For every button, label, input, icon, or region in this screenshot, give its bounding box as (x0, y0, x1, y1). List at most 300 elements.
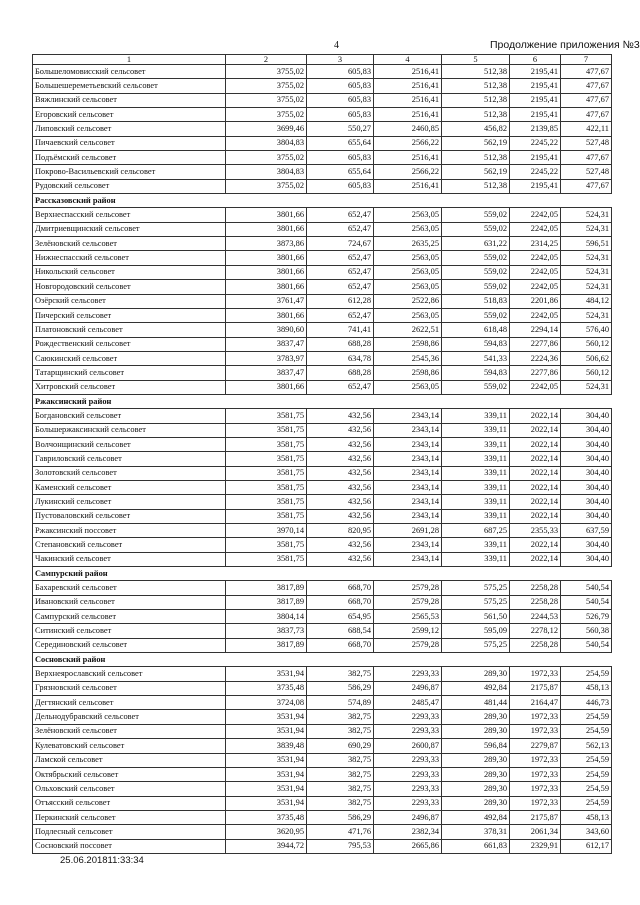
settlement-name: Дегтянский сельсовет (33, 696, 226, 710)
settlement-name: Ольховский сельсовет (33, 782, 226, 796)
value-cell: 559,02 (442, 222, 510, 236)
value-cell: 432,56 (307, 495, 374, 509)
value-cell: 3755,02 (226, 65, 307, 79)
value-cell: 3801,66 (226, 251, 307, 265)
value-cell: 2343,14 (374, 452, 442, 466)
value-cell: 2279,87 (510, 739, 561, 753)
settlement-name: Платоновский сельсовет (33, 323, 226, 337)
value-cell: 2516,41 (374, 151, 442, 165)
value-cell: 2195,41 (510, 65, 561, 79)
value-cell: 524,31 (561, 222, 612, 236)
value-cell: 2195,41 (510, 151, 561, 165)
value-cell: 492,84 (442, 681, 510, 695)
table-row (33, 724, 612, 738)
value-cell: 634,78 (307, 351, 374, 365)
value-cell: 2496,87 (374, 681, 442, 695)
value-cell: 512,38 (442, 79, 510, 93)
settlement-name: Степановский сельсовет (33, 538, 226, 552)
value-cell: 2277,86 (510, 337, 561, 351)
value-cell: 3581,75 (226, 437, 307, 451)
value-cell: 382,75 (307, 667, 374, 681)
value-cell: 820,95 (307, 524, 374, 538)
table-row (33, 337, 612, 351)
value-cell: 595,09 (442, 624, 510, 638)
value-cell: 254,59 (561, 667, 612, 681)
table-row (33, 753, 612, 767)
table-row (33, 280, 612, 294)
value-cell: 382,75 (307, 710, 374, 724)
column-number-header: 3 (307, 55, 374, 65)
value-cell: 289,30 (442, 796, 510, 810)
value-cell: 304,40 (561, 452, 612, 466)
value-cell: 687,25 (442, 524, 510, 538)
value-cell: 304,40 (561, 480, 612, 494)
value-cell: 618,48 (442, 323, 510, 337)
value-cell: 2600,87 (374, 739, 442, 753)
value-cell: 2139,85 (510, 122, 561, 136)
value-cell: 668,70 (307, 638, 374, 652)
value-cell: 2195,41 (510, 93, 561, 107)
settlement-name: Дмитриевщинский сельсовет (33, 222, 226, 236)
value-cell: 378,31 (442, 825, 510, 839)
value-cell: 2061,34 (510, 825, 561, 839)
value-cell: 3531,94 (226, 710, 307, 724)
value-cell: 3735,48 (226, 681, 307, 695)
table-row (33, 595, 612, 609)
value-cell: 654,95 (307, 610, 374, 624)
column-number-header: 4 (374, 55, 442, 65)
value-cell: 506,62 (561, 351, 612, 365)
value-cell: 2242,05 (510, 308, 561, 322)
table-row (33, 796, 612, 810)
settlement-name: Новгородовский сельсовет (33, 280, 226, 294)
column-number-row (33, 55, 612, 65)
value-cell: 2022,14 (510, 452, 561, 466)
value-cell: 477,67 (561, 179, 612, 193)
table-row (33, 108, 612, 122)
table-row (33, 93, 612, 107)
value-cell: 3581,75 (226, 466, 307, 480)
table-row (33, 782, 612, 796)
table-row (33, 681, 612, 695)
value-cell: 3531,94 (226, 796, 307, 810)
table-row (33, 294, 612, 308)
value-cell: 2258,28 (510, 581, 561, 595)
value-cell: 3970,14 (226, 524, 307, 538)
value-cell: 2195,41 (510, 79, 561, 93)
district-name: Рассказовский район (33, 194, 226, 208)
value-cell: 576,40 (561, 323, 612, 337)
continuation-title: Продолжение приложения №3 (490, 39, 640, 51)
value-cell: 688,28 (307, 337, 374, 351)
settlement-name: Перкинский сельсовет (33, 810, 226, 824)
value-cell: 2195,41 (510, 108, 561, 122)
settlement-name: Чакинский сельсовет (33, 552, 226, 566)
table-row (33, 552, 612, 566)
value-cell: 605,83 (307, 108, 374, 122)
value-cell: 2545,36 (374, 351, 442, 365)
value-cell: 3755,02 (226, 93, 307, 107)
table-row (33, 409, 612, 423)
settlement-name: Подлесный сельсовет (33, 825, 226, 839)
value-cell: 2022,14 (510, 509, 561, 523)
value-cell: 524,31 (561, 208, 612, 222)
value-cell: 2258,28 (510, 595, 561, 609)
settlement-name: Грязновский сельсовет (33, 681, 226, 695)
table-row (33, 825, 612, 839)
table-row (33, 237, 612, 251)
settlement-name: Лукинский сельсовет (33, 495, 226, 509)
settlement-name: Верхнеспасский сельсовет (33, 208, 226, 222)
value-cell: 2329,91 (510, 839, 561, 853)
value-cell: 289,30 (442, 782, 510, 796)
value-cell: 2293,33 (374, 724, 442, 738)
table-row (33, 351, 612, 365)
settlement-name: Татарщинский сельсовет (33, 366, 226, 380)
value-cell: 688,54 (307, 624, 374, 638)
value-cell: 3755,02 (226, 179, 307, 193)
value-cell: 3801,66 (226, 222, 307, 236)
table-row (33, 165, 612, 179)
value-cell: 2242,05 (510, 222, 561, 236)
table-row (33, 610, 612, 624)
value-cell: 1972,33 (510, 767, 561, 781)
value-cell: 652,47 (307, 251, 374, 265)
value-cell: 2622,51 (374, 323, 442, 337)
value-cell: 2314,25 (510, 237, 561, 251)
value-cell: 477,67 (561, 108, 612, 122)
value-cell: 574,89 (307, 696, 374, 710)
value-cell: 477,67 (561, 79, 612, 93)
district-name: Сампурский район (33, 567, 226, 581)
value-cell: 652,47 (307, 308, 374, 322)
value-cell: 3581,75 (226, 509, 307, 523)
settlement-name: Рудовский сельсовет (33, 179, 226, 193)
column-number-header: 7 (561, 55, 612, 65)
settlement-name: Отъясский сельсовет (33, 796, 226, 810)
value-cell: 560,38 (561, 624, 612, 638)
value-cell: 432,56 (307, 437, 374, 451)
value-cell: 3801,66 (226, 208, 307, 222)
value-cell: 668,70 (307, 581, 374, 595)
value-cell: 3761,47 (226, 294, 307, 308)
value-cell: 575,25 (442, 638, 510, 652)
district-row-filler (226, 653, 612, 667)
table-body (33, 65, 612, 854)
value-cell: 550,27 (307, 122, 374, 136)
value-cell: 3531,94 (226, 724, 307, 738)
value-cell: 668,70 (307, 595, 374, 609)
district-row-filler (226, 567, 612, 581)
settlement-name: Покрово-Васильевский сельсовет (33, 165, 226, 179)
value-cell: 254,59 (561, 767, 612, 781)
settlement-name: Октябрьский сельсовет (33, 767, 226, 781)
value-cell: 289,30 (442, 710, 510, 724)
value-cell: 432,56 (307, 552, 374, 566)
value-cell: 2516,41 (374, 79, 442, 93)
value-cell: 2175,87 (510, 810, 561, 824)
value-cell: 432,56 (307, 466, 374, 480)
value-cell: 3804,83 (226, 165, 307, 179)
value-cell: 3581,75 (226, 480, 307, 494)
value-cell: 2563,05 (374, 265, 442, 279)
table-row (33, 452, 612, 466)
table-row (33, 524, 612, 538)
value-cell: 2293,33 (374, 767, 442, 781)
value-cell: 2343,14 (374, 423, 442, 437)
value-cell: 339,11 (442, 538, 510, 552)
value-cell: 2343,14 (374, 480, 442, 494)
settlement-name: Пичерский сельсовет (33, 308, 226, 322)
settlement-name: Богдановский сельсовет (33, 409, 226, 423)
value-cell: 382,75 (307, 782, 374, 796)
table-row (33, 480, 612, 494)
value-cell: 2242,05 (510, 280, 561, 294)
print-timestamp: 25.06.201811:33:34 (60, 855, 144, 866)
value-cell: 2566,22 (374, 136, 442, 150)
value-cell: 3837,47 (226, 366, 307, 380)
value-cell: 1972,33 (510, 667, 561, 681)
value-cell: 2022,14 (510, 480, 561, 494)
value-cell: 2343,14 (374, 466, 442, 480)
value-cell: 562,19 (442, 165, 510, 179)
column-number-header: 5 (442, 55, 510, 65)
value-cell: 3801,66 (226, 265, 307, 279)
value-cell: 586,29 (307, 810, 374, 824)
table-row (33, 466, 612, 480)
value-cell: 304,40 (561, 409, 612, 423)
value-cell: 2598,86 (374, 366, 442, 380)
value-cell: 2242,05 (510, 380, 561, 394)
value-cell: 596,51 (561, 237, 612, 251)
value-cell: 512,38 (442, 108, 510, 122)
value-cell: 2293,33 (374, 796, 442, 810)
value-cell: 3581,75 (226, 409, 307, 423)
value-cell: 3531,94 (226, 767, 307, 781)
value-cell: 2224,36 (510, 351, 561, 365)
value-cell: 605,83 (307, 79, 374, 93)
value-cell: 432,56 (307, 409, 374, 423)
value-cell: 3783,97 (226, 351, 307, 365)
value-cell: 2242,05 (510, 265, 561, 279)
table-row (33, 437, 612, 451)
value-cell: 2343,14 (374, 509, 442, 523)
page-number: 4 (334, 40, 339, 51)
value-cell: 2485,47 (374, 696, 442, 710)
table-row (33, 696, 612, 710)
value-cell: 382,75 (307, 767, 374, 781)
value-cell: 540,54 (561, 595, 612, 609)
value-cell: 1972,33 (510, 724, 561, 738)
value-cell: 2460,85 (374, 122, 442, 136)
value-cell: 3755,02 (226, 79, 307, 93)
column-number-header: 6 (510, 55, 561, 65)
value-cell: 254,59 (561, 782, 612, 796)
value-cell: 3581,75 (226, 452, 307, 466)
value-cell: 3817,89 (226, 581, 307, 595)
value-cell: 3873,86 (226, 237, 307, 251)
table-row (33, 222, 612, 236)
table-row (33, 767, 612, 781)
table-row (33, 323, 612, 337)
value-cell: 559,02 (442, 251, 510, 265)
value-cell: 254,59 (561, 796, 612, 810)
value-cell: 652,47 (307, 380, 374, 394)
table-row (33, 624, 612, 638)
value-cell: 2293,33 (374, 710, 442, 724)
value-cell: 471,76 (307, 825, 374, 839)
settlement-name: Ламской сельсовет (33, 753, 226, 767)
district-name: Ржаксинский район (33, 394, 226, 408)
value-cell: 339,11 (442, 480, 510, 494)
value-cell: 2343,14 (374, 552, 442, 566)
district-name: Сосновский район (33, 653, 226, 667)
table-row (33, 136, 612, 150)
value-cell: 637,59 (561, 524, 612, 538)
value-cell: 2563,05 (374, 251, 442, 265)
value-cell: 524,31 (561, 280, 612, 294)
table-row (33, 208, 612, 222)
settlement-name: Нижнеспасский сельсовет (33, 251, 226, 265)
value-cell: 3755,02 (226, 151, 307, 165)
value-cell: 652,47 (307, 222, 374, 236)
value-cell: 2293,33 (374, 782, 442, 796)
value-cell: 2195,41 (510, 179, 561, 193)
value-cell: 527,48 (561, 136, 612, 150)
value-cell: 458,13 (561, 681, 612, 695)
settlement-name: Саюкинский сельсовет (33, 351, 226, 365)
value-cell: 304,40 (561, 538, 612, 552)
settlement-name: Большержаксинский сельсовет (33, 423, 226, 437)
value-cell: 612,28 (307, 294, 374, 308)
value-cell: 422,11 (561, 122, 612, 136)
table-row (33, 380, 612, 394)
table-row (33, 65, 612, 79)
value-cell: 655,64 (307, 136, 374, 150)
settlement-name: Вяжлинский сельсовет (33, 93, 226, 107)
table-row (33, 122, 612, 136)
value-cell: 3839,48 (226, 739, 307, 753)
value-cell: 575,25 (442, 581, 510, 595)
value-cell: 2516,41 (374, 93, 442, 107)
value-cell: 512,38 (442, 151, 510, 165)
value-cell: 2022,14 (510, 466, 561, 480)
settlement-name: Хитровский сельсовет (33, 380, 226, 394)
value-cell: 2563,05 (374, 280, 442, 294)
value-cell: 3755,02 (226, 108, 307, 122)
value-cell: 339,11 (442, 437, 510, 451)
settlement-name: Золотовский сельсовет (33, 466, 226, 480)
value-cell: 560,12 (561, 337, 612, 351)
settlement-name: Ивановский сельсовет (33, 595, 226, 609)
settlement-name: Зелёновский сельсовет (33, 237, 226, 251)
value-cell: 254,59 (561, 710, 612, 724)
value-cell: 3581,75 (226, 552, 307, 566)
value-cell: 304,40 (561, 437, 612, 451)
value-cell: 2293,33 (374, 753, 442, 767)
value-cell: 741,41 (307, 323, 374, 337)
value-cell: 559,02 (442, 208, 510, 222)
value-cell: 289,30 (442, 767, 510, 781)
settlement-name: Зелёновский сельсовет (33, 724, 226, 738)
value-cell: 3724,08 (226, 696, 307, 710)
district-header-row (33, 394, 612, 408)
value-cell: 541,33 (442, 351, 510, 365)
value-cell: 2022,14 (510, 495, 561, 509)
value-cell: 2258,28 (510, 638, 561, 652)
value-cell: 512,38 (442, 93, 510, 107)
value-cell: 339,11 (442, 409, 510, 423)
settlement-name: Верхнеярославский сельсовет (33, 667, 226, 681)
value-cell: 3581,75 (226, 423, 307, 437)
value-cell: 3735,48 (226, 810, 307, 824)
value-cell: 2293,33 (374, 667, 442, 681)
value-cell: 2245,22 (510, 136, 561, 150)
value-cell: 2522,86 (374, 294, 442, 308)
value-cell: 661,83 (442, 839, 510, 853)
value-cell: 524,31 (561, 380, 612, 394)
value-cell: 339,11 (442, 466, 510, 480)
settlement-name: Волчонщинский сельсовет (33, 437, 226, 451)
value-cell: 343,60 (561, 825, 612, 839)
value-cell: 526,79 (561, 610, 612, 624)
value-cell: 3817,89 (226, 595, 307, 609)
value-cell: 2563,05 (374, 222, 442, 236)
value-cell: 3801,66 (226, 280, 307, 294)
value-cell: 2343,14 (374, 437, 442, 451)
settlement-name: Никольский сельсовет (33, 265, 226, 279)
district-header-row (33, 194, 612, 208)
value-cell: 481,44 (442, 696, 510, 710)
table-row (33, 638, 612, 652)
value-cell: 2665,86 (374, 839, 442, 853)
value-cell: 2294,14 (510, 323, 561, 337)
value-cell: 254,59 (561, 753, 612, 767)
value-cell: 3804,83 (226, 136, 307, 150)
value-cell: 477,67 (561, 65, 612, 79)
value-cell: 3801,66 (226, 308, 307, 322)
value-cell: 2599,12 (374, 624, 442, 638)
settlement-name: Ржаксинский поссовет (33, 524, 226, 538)
value-cell: 304,40 (561, 466, 612, 480)
table-row (33, 79, 612, 93)
value-cell: 2245,22 (510, 165, 561, 179)
settlement-name: Каменский сельсовет (33, 480, 226, 494)
table-row (33, 581, 612, 595)
value-cell: 2343,14 (374, 538, 442, 552)
table-row (33, 538, 612, 552)
table-row (33, 366, 612, 380)
settlement-name: Большеломовисский сельсовет (33, 65, 226, 79)
table-row (33, 839, 612, 853)
value-cell: 304,40 (561, 423, 612, 437)
table-row (33, 495, 612, 509)
settlement-name: Озёрский сельсовет (33, 294, 226, 308)
value-cell: 605,83 (307, 65, 374, 79)
value-cell: 477,67 (561, 151, 612, 165)
value-cell: 339,11 (442, 452, 510, 466)
value-cell: 559,02 (442, 308, 510, 322)
value-cell: 2022,14 (510, 552, 561, 566)
value-cell: 2242,05 (510, 208, 561, 222)
data-table (32, 54, 612, 854)
value-cell: 3581,75 (226, 495, 307, 509)
value-cell: 3890,60 (226, 323, 307, 337)
table-row (33, 179, 612, 193)
value-cell: 456,82 (442, 122, 510, 136)
settlement-name: Бахаревский сельсовет (33, 581, 226, 595)
value-cell: 2563,05 (374, 308, 442, 322)
